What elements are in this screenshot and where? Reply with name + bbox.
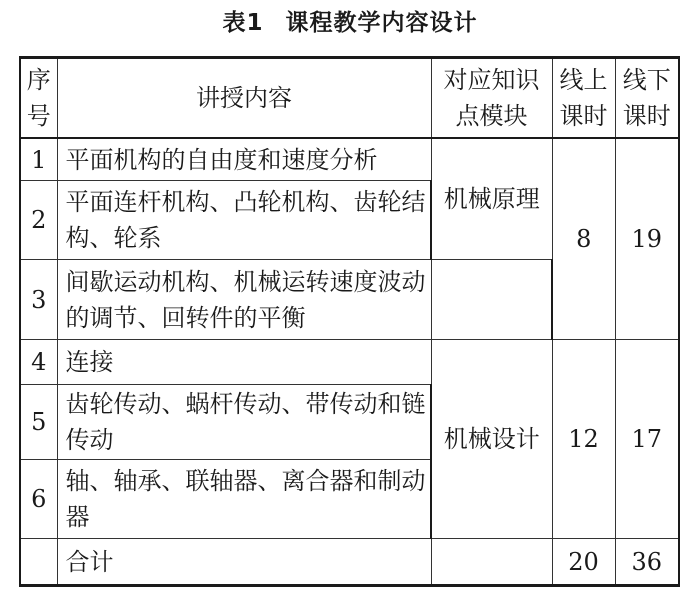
header-module-text: 对应知识 点模块 <box>443 66 540 130</box>
header-online-hours <box>552 58 615 139</box>
row-content: 轴、轴承、联轴器、离合器和制动器 <box>57 460 431 539</box>
offline-hours-cell: 17 <box>615 340 679 539</box>
header-content-text: 讲授内容 <box>196 84 292 112</box>
header-seq <box>20 58 57 139</box>
header-seq-text: 序 号 <box>26 66 51 130</box>
table-row <box>20 340 679 385</box>
row-number: 5 <box>20 385 57 460</box>
header-content <box>57 58 431 139</box>
row-number: 4 <box>20 340 57 385</box>
total-row <box>20 539 679 586</box>
table-row <box>20 138 679 181</box>
course-content-table <box>19 56 680 587</box>
row-content: 齿轮传动、蜗杆传动、带传动和链传动 <box>57 385 431 460</box>
total-number-empty <box>20 539 57 586</box>
table-title: 课程教学内容设计 <box>285 10 478 36</box>
header-offline-hours <box>615 58 679 139</box>
header-module <box>431 58 552 139</box>
module-cell: 机械设计 <box>431 340 552 539</box>
row-number: 6 <box>20 460 57 539</box>
offline-hours-cell: 19 <box>615 138 679 340</box>
row-number: 2 <box>20 181 57 260</box>
module-cell: 机械原理 <box>431 138 552 260</box>
header-online-text: 线上 课时 <box>559 66 608 130</box>
row-content: 平面连杆机构、凸轮机构、齿轮结构、轮系 <box>57 181 431 260</box>
online-hours-cell: 12 <box>552 340 615 539</box>
header-offline-text: 线下 课时 <box>622 66 671 130</box>
module-cell-empty <box>431 260 552 340</box>
table-caption <box>0 6 700 40</box>
row-number: 1 <box>20 138 57 181</box>
row-content: 连接 <box>57 340 431 385</box>
row-number: 3 <box>20 260 57 340</box>
total-label: 合计 <box>57 539 431 586</box>
online-hours-cell: 8 <box>552 138 615 340</box>
table-header-row <box>20 58 679 139</box>
total-online-hours: 20 <box>552 539 615 586</box>
table-number: 表1 <box>222 10 264 36</box>
row-content: 间歇运动机构、机械运转速度波动的调节、回转件的平衡 <box>57 260 431 340</box>
row-content: 平面机构的自由度和速度分析 <box>57 138 431 181</box>
total-offline-hours: 36 <box>615 539 679 586</box>
total-module-empty <box>431 539 552 586</box>
